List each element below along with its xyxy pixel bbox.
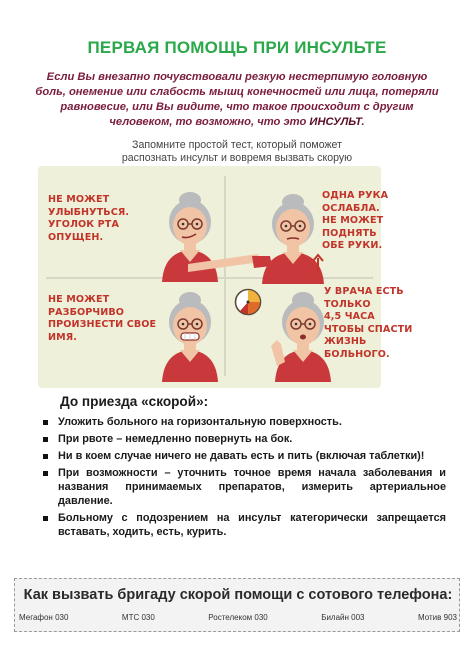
- list-item-text: При рвоте – немедленно повернуть на бок.: [58, 433, 293, 445]
- instructions-list: [40, 415, 446, 542]
- panel-caption-speech: [48, 294, 158, 344]
- operator-mts: МТС 030: [121, 613, 155, 622]
- operator-beeline: Билайн 003: [321, 613, 365, 622]
- caption-line: ОДНА РУКА ОСЛАБЛА.: [322, 190, 389, 214]
- bullet-icon: [43, 420, 48, 425]
- arrow-up-icon: [312, 254, 324, 274]
- dial-title: Как вызвать бригаду скорой помощи с сотового телефона:: [23, 587, 453, 603]
- caption-line: ЖИЗНЬ БОЛЬНОГО.: [324, 336, 390, 360]
- caption-line: УГОЛОК РТА ОПУЩЕН.: [48, 219, 119, 243]
- emergency-dial-box: [14, 578, 460, 632]
- intro-line: равновесие, или Вы видите, что такое происходит с другим: [60, 101, 414, 113]
- page-title: ПЕРВАЯ ПОМОЩЬ ПРИ ИНСУЛЬТЕ: [87, 38, 387, 57]
- intro-line: боль, онемение или слабость мышц конечностей или лица, потеряли: [35, 86, 439, 98]
- panel-caption-time: [324, 286, 414, 361]
- list-item-text: При возможности – уточнить точное время начала заболевания и названия принимаемых препаратов, измерить артериальное давление.: [58, 467, 446, 507]
- operator-megafon: Мегафон 030: [19, 613, 69, 622]
- list-item: [40, 432, 446, 446]
- list-item-text: Больному с подозрением на инсульт категорически запрещается вставать, ходить, есть, курить.: [58, 512, 446, 538]
- test-note-line: Запомните простой тест, который поможет: [132, 139, 342, 151]
- bullet-icon: [43, 471, 48, 476]
- caption-line: НЕ МОЖЕТ ПОДНЯТЬ: [322, 215, 384, 239]
- bullet-icon: [43, 516, 48, 521]
- section-heading: До приезда «скорой»:: [60, 394, 209, 409]
- caption-line: НЕ МОЖЕТ УЛЫБНУТЬСЯ.: [48, 194, 130, 218]
- clock-icon: [234, 288, 262, 316]
- test-note: [110, 139, 364, 165]
- list-item: [40, 449, 446, 463]
- list-item-text: Ни в коем случае ничего не давать есть и пить (включая таблетки)!: [58, 450, 425, 462]
- intro-line-text: человеком, то возможно, что это: [109, 116, 310, 128]
- intro-line: Если Вы внезапно почувствовали резкую нестерпимую головную: [46, 71, 428, 83]
- list-item: [40, 511, 446, 539]
- caption-line: ОБЕ РУКИ.: [322, 240, 383, 251]
- caption-line: У ВРАЧА ЕСТЬ ТОЛЬКО: [324, 286, 404, 310]
- operator-motiv: Мотив 903: [417, 613, 457, 622]
- operator-rostelecom: Ростелеком 030: [208, 613, 268, 622]
- caption-line: НЕ МОЖЕТ РАЗБОРЧИВО: [48, 294, 125, 318]
- panel-caption-arm: [322, 190, 402, 253]
- intro-line: [30, 115, 444, 130]
- bullet-icon: [43, 454, 48, 459]
- list-item: [40, 466, 446, 508]
- bullet-icon: [43, 437, 48, 442]
- test-note-line: распознать инсульт и вовремя вызвать скорую: [121, 152, 353, 164]
- caption-line: ПРОИЗНЕСТИ СВОЕ ИМЯ.: [48, 319, 157, 343]
- stroke-test-infographic: [38, 166, 413, 388]
- woman-speech-illustration: [150, 282, 230, 382]
- list-item-text: Уложить больного на горизонтальную поверхность.: [58, 416, 342, 428]
- intro-text: [30, 70, 444, 130]
- stroke-word: ИНСУЛЬТ: [309, 116, 362, 128]
- list-item: [40, 415, 446, 429]
- operator-list: [19, 613, 457, 622]
- caption-line: 4,5 ЧАСА ЧТОБЫ СПАСТИ: [324, 311, 413, 335]
- intro-line-end: .: [361, 116, 365, 128]
